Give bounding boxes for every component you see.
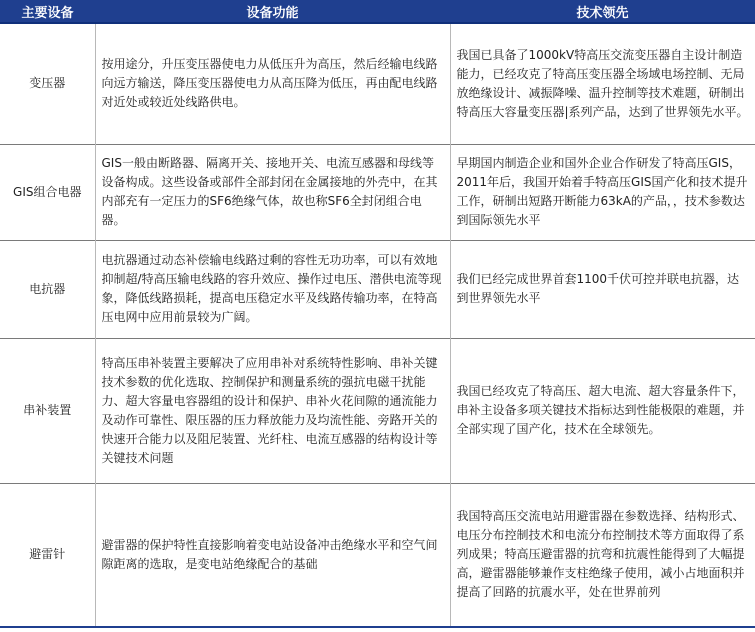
table-row [0, 240, 755, 338]
header-row [0, 0, 755, 23]
equipment-function: 避雷器的保护特性直接影响着变电站设备冲击绝缘水平和空气间隙距离的选取，是变电站绝缘配合的基础 [95, 483, 450, 627]
tech-leadership: 我国已经攻克了特高压、超大电流、超大容量条件下，串补主设备多项关键技术指标达到性能极限的难题，并全部实现了国产化，技术在全球领先。 [456, 384, 745, 436]
equipment-function: 特高压串补装置主要解决了应用串补对系统特性影响、串补关键技术参数的优化选取、控制保护和测量系统的强抗电磁干扰能力、超大容量电容器组的设计和保护、串补火花间隙的通流能力及动作可靠性、限压器的压力释放能力及均流性能、旁路开关的快速开合能力以及阻尼装置、光纤柱、电流互感器的结构设计等关键技术问题 [95, 338, 450, 483]
table-row [0, 483, 755, 627]
tech-leadership: 我们已经完成世界首套1100千伏可控并联电抗器，达到世界领先水平 [456, 272, 740, 305]
table-row [0, 23, 755, 144]
table-header [0, 0, 755, 23]
header-tech-leadership: 技术领先 [450, 0, 755, 23]
table-row [0, 144, 755, 240]
equipment-function: 电抗器通过动态补偿输电线路过剩的容性无功功率，可以有效地抑制超/特高压输电线路的容升效应、操作过电压、潜供电流等现象，降低线路损耗，提高电压稳定水平及线路传输功率，在特高压电网中应用前景较为广阔。 [95, 240, 450, 338]
header-equipment-function: 设备功能 [95, 0, 450, 23]
equipment-name: 电抗器 [29, 281, 66, 296]
header-main-equipment: 主要设备 [0, 0, 95, 23]
equipment-name: GIS组合电器 [13, 184, 82, 199]
equipment-name: 串补装置 [23, 403, 72, 417]
table-row [0, 338, 755, 483]
equipment-name: 变压器 [29, 76, 66, 91]
table-body [0, 23, 755, 627]
equipment-function: 按用途分，升压变压器使电力从低压升为高压，然后经输电线路向远方输送，降压变压器使电力从高压降为低压，再由配电线路对近处或较近处线路供电。 [95, 23, 450, 144]
tech-leadership: 我国已具备了1000kV特高压交流变压器自主设计制造能力，已经攻克了特高压变压器全场域电场控制、无局放绝缘设计、减振降噪、温升控制等技术难题，研制出特高压大容量变压器|系列产品，达到了世界领先水平。 [456, 47, 749, 119]
tech-leadership: 我国特高压交流电站用避雷器在参数选择、结构形式、电压分布控制技术和电流分布控制技术等方面取得了系列成果；特高压避雷器的抗弯和抗震性能得到了大幅提高，避雷器能够兼作支柱绝缘子使用，减小占地面积并提高了回路的抗震水平，处在世界前列 [456, 509, 745, 600]
equipment-name: 避雷针 [29, 547, 66, 562]
tech-leadership: 早期国内制造企业和国外企业合作研发了特高压GIS，2011年后，我国开始着手特高压GIS国产化和技术提升工作，研制出短路开断能力63kA的产品，，技术参数达到国际领先水平 [456, 156, 748, 227]
equipment-function: GIS一般由断路器、隔离开关、接地开关、电流互感器和母线等设备构成。这些设备或部件全部封闭在金属接地的外壳中，在其内部充有一定压力的SF6绝缘气体，故也称SF6全封闭组合电器。 [95, 144, 450, 240]
